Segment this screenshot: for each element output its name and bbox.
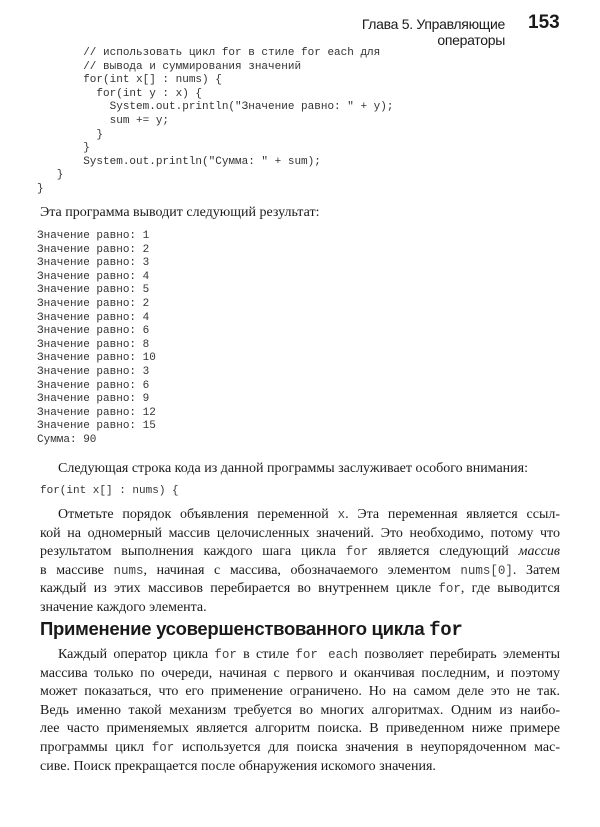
text-run: является следующий: [368, 544, 519, 560]
text-run: Каждый оператор цикла: [58, 647, 215, 662]
output-intro-text: Эта программа выводит следующий результат:: [40, 205, 320, 220]
text-run: программы цикл: [40, 739, 152, 755]
text-run: в стиле: [236, 647, 296, 662]
code-line: Значение равно: 3: [37, 365, 150, 378]
text-line: [40, 506, 560, 525]
code-line: Значение равно: 8: [37, 338, 150, 351]
text-run: результатом выполнения каждого шага цикла: [40, 544, 346, 560]
text-line: [40, 758, 560, 777]
code-line: System.out.println("Значение равно: " + y);: [109, 101, 394, 114]
text-run: кой на одномерный массив целочисленных значений. Это необходимо, потому что: [40, 525, 560, 541]
text-line: [40, 739, 560, 758]
inline-code: for: [438, 582, 461, 597]
inline-code: for: [345, 545, 369, 560]
inline-code: for: [151, 740, 175, 755]
code-line: for(int y : x) {: [96, 87, 203, 100]
text-line: [40, 646, 560, 665]
inline-code: nums: [113, 563, 144, 578]
code-line: }: [56, 169, 64, 182]
paragraph-for-each-usage: [40, 646, 560, 776]
code-line: Значение равно: 5: [37, 284, 150, 297]
code-line: System.out.println("Сумма: " + sum);: [83, 155, 321, 168]
text-line: [40, 720, 560, 739]
code-line: }: [83, 142, 90, 155]
section-heading: [40, 618, 462, 641]
text-run: Ведь именно такой механизм требуется во многих алгоритмах. Одним из наибо-: [40, 702, 560, 718]
text-run: , начиная с массива, обозначаемого элементом: [143, 562, 461, 578]
text-run: Отметьте порядок объявления переменной: [58, 507, 338, 522]
text-line: [40, 525, 560, 544]
text-line: [40, 665, 560, 684]
code-line: Значение равно: 6: [37, 379, 150, 392]
text-line: [40, 683, 560, 702]
code-line: }: [37, 182, 44, 195]
text-run: в массиве: [40, 562, 114, 578]
text-run: массива только по очереди, начиная с первого и оканчивая последним, и поэтому: [40, 665, 560, 681]
section-heading-code: for: [429, 619, 463, 641]
text-run: значение каждого элемента.: [40, 599, 207, 615]
section-heading-text: Применение усовершенствованного цикла: [40, 618, 430, 639]
text-line: [40, 562, 560, 581]
inline-code: for each: [295, 648, 359, 662]
text-line: [40, 580, 560, 599]
code-line: Значение равно: 6: [37, 325, 150, 338]
text-line: [40, 543, 560, 562]
code-line: Значение равно: 10: [37, 352, 156, 365]
text-line: [40, 702, 560, 721]
code-line: Значение равно: 9: [37, 393, 150, 406]
code-line: Значение равно: 2: [37, 297, 150, 310]
code-line: Сумма: 90: [37, 433, 97, 446]
text-run: . Эта переменная является ссыл-: [345, 507, 561, 522]
paragraph-array-declaration: [40, 506, 560, 618]
code-line: // использовать цикл for в стиле for each для: [83, 47, 381, 59]
inline-code: for: [214, 648, 237, 662]
program-output: [37, 230, 156, 448]
text-run: каждый из этих массивов перебирается во внутреннем цикле: [40, 581, 439, 597]
attention-text: Следующая строка кода из данной программы заслуживает особого внимания:: [58, 461, 528, 476]
inline-code: x: [337, 508, 346, 522]
text-run: используется для поиска значения в неупорядоченном мас-: [174, 739, 560, 755]
code-line: Значение равно: 12: [37, 406, 156, 419]
page-number: 153: [528, 12, 560, 33]
text-run: позволяет перебирать элементы: [358, 647, 561, 662]
text-run: . Затем: [512, 562, 560, 578]
text-run: лее часто применяемых является алгоритм поиска. В приведенном ниже примере: [40, 721, 560, 737]
text-run: , где выводится: [460, 581, 560, 597]
inline-code: nums[0]: [460, 563, 513, 578]
emphasis-text: массив: [518, 544, 560, 560]
running-header-chapter: Глава 5. Управляющие операторы: [361, 16, 505, 48]
code-line: for(int x[] : nums) {: [83, 74, 222, 87]
code-line: }: [96, 128, 104, 141]
code-line: Значение равно: 4: [37, 270, 150, 283]
code-line: sum += y;: [109, 114, 170, 127]
code-line: Значение равно: 4: [37, 311, 150, 324]
code-line: Значение равно: 2: [37, 243, 150, 256]
text-line: [40, 599, 560, 618]
code-line: for(int x[] : nums) {: [40, 485, 179, 497]
code-line: Значение равно: 3: [37, 257, 150, 270]
code-line: Значение равно: 1: [37, 230, 150, 242]
code-line: Значение равно: 15: [37, 420, 156, 433]
code-line: // вывода и суммирования значений: [83, 60, 302, 73]
text-run: может показаться, что его применение ограничено. Но на самом деле это не так.: [40, 684, 560, 700]
code-listing: [37, 47, 393, 197]
text-run: сиве. Поиск прекращается после обнаружения искомого значения.: [40, 758, 436, 774]
